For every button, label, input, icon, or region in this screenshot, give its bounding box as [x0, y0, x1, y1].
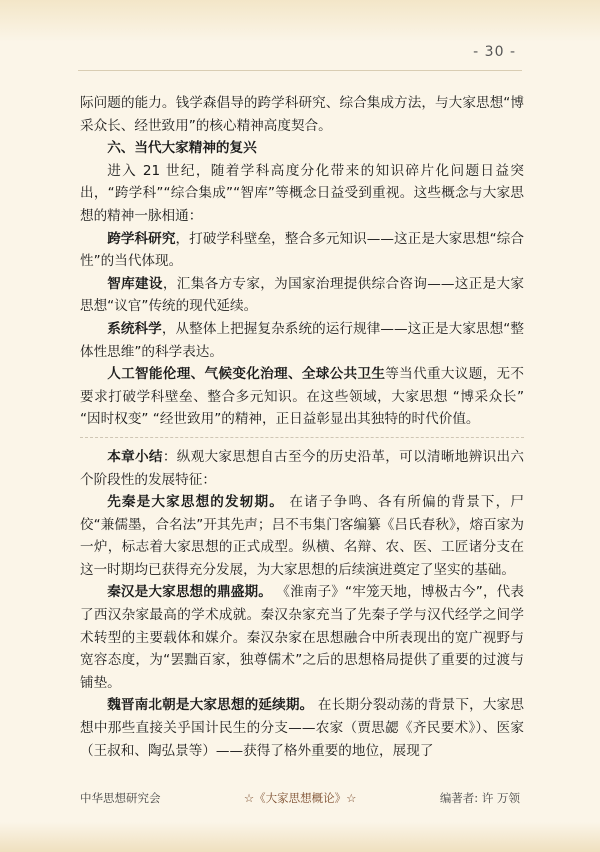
paragraph-text: ，打破学科壁垒，整合多元知识——这正是大家思想“综合性”的当代体现。 — [80, 230, 525, 270]
paragraph-text: 在诸子争鸣、各有所偏的背景下，尸佼“兼儒墨，合名法”开其先声；吕不韦集门客编纂《吕氏春秋》，熔百家为一炉，标志着大家思想的正式成型。纵横、名辩、农、医、工匠诸分支在这一时期均已获得充分发展，为大家思想的后续演进奠定了坚实的基础。 — [80, 494, 524, 578]
section-divider — [80, 437, 524, 438]
bold-lead: 秦汉是大家思想的鼎盛期。 — [107, 584, 272, 601]
paragraph-text: ，从整体上把握复杂系统的运行规律——这正是大家思想“整体性思维”的科学表达。 — [80, 320, 525, 360]
bold-lead: 跨学科研究 — [107, 230, 176, 247]
footer-book-title: ☆《大家思想概论》☆ — [243, 791, 357, 805]
paragraph-text: 在长期分裂动荡的背景下，大家思想中那些直接关乎国计民生的分支——农家（贾思勰《齐民要术》）、医家（王叔和、陶弘景等）——获得了格外重要的地位，展现了 — [80, 697, 524, 759]
paragraph-text: ，汇集各方专家，为国家治理提供综合咨询——这正是大家思想“议官”传统的现代延续。 — [80, 275, 525, 315]
paragraph — [80, 581, 524, 694]
paragraph-text: ：纵观大家思想自古至今的历史沿革，可以清晰地辨识出六个阶段性的发展特征： — [80, 448, 525, 488]
page-number: - 30 - — [473, 44, 516, 60]
paragraph — [80, 273, 524, 318]
bold-lead: 智库建设 — [107, 275, 163, 292]
bottom-decoration — [0, 822, 600, 852]
header-divider — [78, 70, 522, 71]
paragraph — [80, 228, 524, 273]
bold-lead: 先秦是大家思想的发轫期。 — [107, 494, 284, 511]
paragraph: 际问题的能力。钱学森倡导的跨学科研究、综合集成方法，与大家思想“博采众长、经世致用”的核心精神高度契合。 — [80, 95, 524, 134]
paragraph — [80, 694, 524, 762]
bold-lead: 系统科学 — [107, 320, 162, 337]
paragraph-text: 《淮南子》“牢笼天地，博极古今”，代表了西汉杂家最高的学术成就。秦汉杂家充当了先秦子学与汉代经学之间学术转型的主要载体和媒介。秦汉杂家在思想融合中所表现出的宽广视野与宽容态度，为“罢黜百家，独尊儒术”之后的思想格局提供了重要的过渡与铺垫。 — [80, 584, 525, 691]
paragraph-text: 等当代重大议题，无不要求打破学科壁垒、整合多元知识。在这些领域，大家思想 “博采众长” “因时权变” “经世致用”的精神，正日益彰显出其独特的时代价值。 — [80, 366, 525, 428]
page-footer — [80, 790, 520, 806]
footer-author: 编著者: 许 万领 — [439, 791, 520, 805]
footer-organization: 中华思想研究会 — [80, 791, 161, 805]
paragraph — [80, 491, 524, 581]
paragraph — [80, 318, 524, 363]
bold-lead: 本章小结 — [107, 448, 163, 465]
chapter-summary — [80, 446, 524, 491]
body-text — [80, 92, 524, 762]
paragraph: 进入 21 世纪，随着学科高度分化带来的知识碎片化问题日益突出，“跨学科”“综合集成”“智库”等概念日益受到重视。这些概念与大家思想的精神一脉相通： — [80, 162, 524, 224]
section-heading: 六、当代大家精神的复兴 — [107, 140, 257, 157]
bold-lead: 魏晋南北朝是大家思想的延续期。 — [107, 697, 314, 714]
paragraph — [80, 363, 524, 431]
bold-lead: 人工智能伦理、气候变化治理、全球公共卫生 — [107, 366, 386, 383]
